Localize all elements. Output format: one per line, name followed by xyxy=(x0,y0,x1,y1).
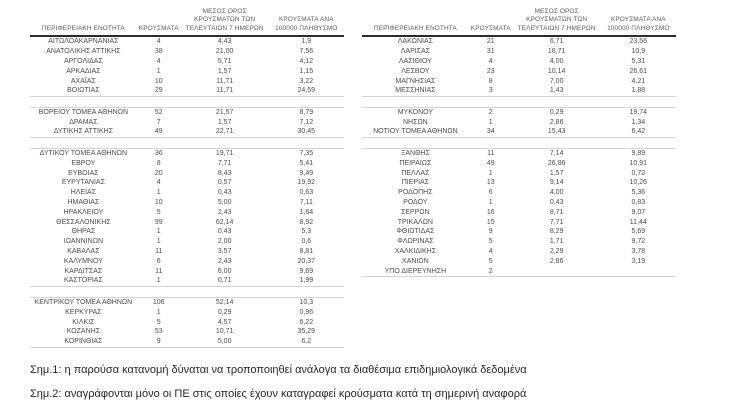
table-row xyxy=(30,208,344,218)
per100k-cell: 35,29 xyxy=(297,328,316,336)
table-row xyxy=(362,127,676,137)
per100k-cell: 9,72 xyxy=(631,238,646,246)
cases-cell: 4 xyxy=(156,57,161,65)
avg7-cell: 22,71 xyxy=(215,128,234,136)
group-divider-row xyxy=(30,287,344,298)
cases-cell: 15 xyxy=(486,218,495,226)
per100k-cell: 30,45 xyxy=(297,128,316,136)
cases-cell: 9 xyxy=(488,228,493,236)
cases-cell: 13 xyxy=(486,179,495,187)
cases-cell: 11 xyxy=(155,248,163,256)
cases-cell: 4 xyxy=(488,248,493,256)
table-row xyxy=(30,247,344,257)
per100k-cell: 1,9 xyxy=(301,38,312,46)
table-row xyxy=(362,178,676,188)
table-row xyxy=(362,149,676,159)
table-row xyxy=(362,77,676,87)
avg7-cell: 0,71 xyxy=(217,277,232,285)
avg7-cell: 3,57 xyxy=(217,248,232,256)
table-row xyxy=(30,107,344,117)
avg7-cell: 1,43 xyxy=(549,87,564,95)
region-cell: ΧΑΛΚΙΔΙΚΗΣ xyxy=(394,248,437,256)
per100k-cell: 8,79 xyxy=(299,108,314,116)
per100k-cell: 8,81 xyxy=(299,248,314,256)
cases-cell: 29 xyxy=(154,87,163,95)
avg7-cell: 4,00 xyxy=(549,57,564,65)
table-row xyxy=(30,127,344,137)
cases-cell: 106 xyxy=(152,299,165,307)
group-divider xyxy=(30,287,344,298)
table-row xyxy=(362,198,676,208)
table-row xyxy=(30,327,344,337)
cases-cell: 49 xyxy=(486,159,495,167)
tables-container xyxy=(30,8,747,348)
region-cell: ΔΡΑΜΑΣ xyxy=(69,118,98,126)
table-row xyxy=(30,188,344,198)
avg7-cell: 1,71 xyxy=(549,238,564,246)
avg7-cell: 7,71 xyxy=(549,218,564,226)
table-row xyxy=(30,198,344,208)
avg7-cell: 5,00 xyxy=(217,199,232,207)
avg7-cell: 62,14 xyxy=(215,218,234,226)
avg7-cell: 11,71 xyxy=(216,77,234,85)
cases-cell: 16 xyxy=(486,208,495,216)
avg7-cell: 9,14 xyxy=(549,179,564,187)
region-cell: ΑΧΑΪΑΣ xyxy=(70,77,96,85)
cases-cell: 53 xyxy=(154,328,163,336)
cases-cell: 5 xyxy=(488,238,493,246)
region-cell: ΒΟΙΩΤΙΑΣ xyxy=(67,87,100,95)
region-cell: ΛΑΡΙΣΑΣ xyxy=(400,48,431,56)
group-divider xyxy=(30,138,344,149)
table-row xyxy=(30,159,344,169)
region-cell: ΠΕΙΡΑΙΩΣ xyxy=(399,159,432,167)
per100k-cell: 1,34 xyxy=(631,118,646,126)
group-divider xyxy=(362,97,676,108)
region-cell: ΠΕΛΛΑΣ xyxy=(401,169,430,177)
group-divider-row xyxy=(30,138,344,149)
per100k-cell: 1,64 xyxy=(299,208,314,216)
cases-cell: 52 xyxy=(154,108,163,116)
cases-cell: 10 xyxy=(154,199,163,207)
per100k-cell: 11,44 xyxy=(629,218,647,226)
region-cell: ΡΟΔΟΥ xyxy=(403,199,428,207)
per100k-cell: 5,69 xyxy=(631,228,646,236)
per100k-cell: 7,12 xyxy=(299,118,314,126)
avg7-cell: 7,71 xyxy=(217,159,232,167)
cases-column-header: ΚΡΟΥΣΜΑΤΑ xyxy=(469,8,513,36)
table-row xyxy=(30,118,344,128)
cases-cell: 11 xyxy=(155,267,163,275)
per100k-cell: 23,56 xyxy=(629,38,648,46)
group-divider-row xyxy=(30,97,344,108)
per100k-cell: 5,3 xyxy=(301,228,312,236)
region-cell: ΑΡΓΟΛΙΔΑΣ xyxy=(63,57,103,65)
per100k-cell: 9,07 xyxy=(631,208,646,216)
region-cell: ΚΟΖΑΝΗΣ xyxy=(66,328,101,336)
per100k-cell: 4,21 xyxy=(631,77,646,85)
cases-cell: 5 xyxy=(156,318,161,326)
group-divider-row xyxy=(362,97,676,108)
region-cell: ΝΗΣΩΝ xyxy=(403,118,428,126)
per100k-cell: 8,92 xyxy=(299,218,314,226)
region-cell: ΕΥΡΥΤΑΝΙΑΣ xyxy=(61,179,105,187)
region-cell: ΛΑΚΩΝΙΑΣ xyxy=(397,38,433,46)
avg7-cell: 0,43 xyxy=(549,199,564,207)
cases-cell: 11 xyxy=(487,150,495,158)
per100k-cell: 5,36 xyxy=(631,189,646,197)
region-cell: ΚΑΣΤΟΡΙΑΣ xyxy=(63,277,103,285)
region-cell: ΦΛΩΡΙΝΑΣ xyxy=(397,238,434,246)
footnote-2: Σημ.2: αναγράφονται μόνο οι ΠΕ στις οποίες έχουν καταγραφεί κρούσματα κατά τη σημερινή αναφορά xyxy=(30,388,527,401)
table-row xyxy=(30,57,344,67)
cases-cell: 1 xyxy=(156,238,161,246)
per100k-cell: 26,61 xyxy=(629,67,648,75)
avg7-cell: 2,86 xyxy=(549,118,564,126)
table-row xyxy=(30,36,344,47)
region-cell: ΜΥΚΟΝΟΥ xyxy=(397,108,434,116)
cases-cell: 21 xyxy=(486,38,495,46)
per100k-cell: 3,19 xyxy=(631,257,646,265)
avg7-cell: 0,57 xyxy=(217,179,232,187)
per100k-cell: 9,49 xyxy=(299,169,314,177)
table-row xyxy=(362,118,676,128)
per100k-column-header: ΚΡΟΥΣΜΑΤΑ ΑΝΑ 100000 ΠΛΗΘΥΣΜΟ xyxy=(269,8,344,36)
header-row xyxy=(362,8,676,36)
per100k-cell: 24,59 xyxy=(297,87,316,95)
table-body-right xyxy=(362,36,676,277)
cases-cell: 10 xyxy=(154,77,163,85)
table-row xyxy=(362,257,676,267)
per100k-column-header: ΚΡΟΥΣΜΑΤΑ ΑΝΑ 100000 ΠΛΗΘΥΣΜΟ xyxy=(601,8,676,36)
avg7-cell: 0,29 xyxy=(549,108,564,116)
table-row xyxy=(30,257,344,267)
per100k-cell: 3,78 xyxy=(631,248,646,256)
cases-cell: 1 xyxy=(156,228,161,236)
region-cell: ΠΙΕΡΙΑΣ xyxy=(401,179,430,187)
table-row xyxy=(30,237,344,247)
table-row xyxy=(362,47,676,57)
cases-cell: 1 xyxy=(488,199,493,207)
cases-cell: 4 xyxy=(488,57,493,65)
region-cell: ΘΗΡΑΣ xyxy=(71,228,96,236)
cases-cell: 5 xyxy=(156,208,161,216)
region-cell: ΣΕΡΡΩΝ xyxy=(401,208,430,216)
avg7-cell: 10,14 xyxy=(547,67,566,75)
per100k-cell: 7,11 xyxy=(299,199,313,207)
region-cell: ΙΩΑΝΝΙΝΩΝ xyxy=(63,238,103,246)
region-column-header: ΠΕΡΙΦΕΡΕΙΑΚΗ ΕΝΟΤΗΤΑ xyxy=(30,8,137,36)
region-cell: ΡΟΔΟΠΗΣ xyxy=(398,189,433,197)
cases-cell: 1 xyxy=(488,169,493,177)
per100k-cell: 9,89 xyxy=(631,150,646,158)
avg7-cell: 18,71 xyxy=(547,48,566,56)
table-row xyxy=(30,337,344,347)
avg7-cell: 21,57 xyxy=(215,108,234,116)
table-row xyxy=(30,227,344,237)
per100k-cell: 10,9 xyxy=(631,48,646,56)
table-row xyxy=(30,308,344,318)
cases-table-left xyxy=(30,8,344,348)
region-cell: ΜΑΓΝΗΣΙΑΣ xyxy=(395,77,436,85)
cases-table-right xyxy=(362,8,676,277)
per100k-cell: 6,42 xyxy=(631,128,646,136)
avg7-cell: 15,43 xyxy=(547,128,566,136)
region-cell: ΤΡΙΚΑΛΩΝ xyxy=(397,218,433,226)
avg7-cell: 52,14 xyxy=(215,299,234,307)
cases-cell: 1 xyxy=(156,277,161,285)
per100k-cell: 4,12 xyxy=(299,57,314,65)
per100k-cell: 1,88 xyxy=(631,87,646,95)
avg7-cell: 1,57 xyxy=(217,118,232,126)
region-cell: ΥΠΟ ΔΙΕΡΕΥΝΗΣΗ xyxy=(362,267,469,277)
avg7-cell: 5,71 xyxy=(217,57,232,65)
region-cell: ΔΥΤΙΚΗΣ ΑΤΤΙΚΗΣ xyxy=(53,128,114,136)
region-cell: ΚΙΛΚΙΣ xyxy=(72,318,95,326)
avg7-cell: 2,43 xyxy=(217,257,232,265)
avg7-column-header: ΜΕΣΟΣ ΟΡΟΣ ΚΡΟΥΣΜΑΤΩΝ ΤΩΝ ΤΕΛΕΥΤΑΙΩΝ 7 ΗΜΕΡΩΝ xyxy=(513,8,601,36)
cases-cell: 31 xyxy=(486,48,495,56)
region-cell: ΗΡΑΚΛΕΙΟΥ xyxy=(63,208,104,216)
per100k-cell: 7,56 xyxy=(299,48,314,56)
avg7-cell xyxy=(513,267,601,277)
avg7-cell: 5,00 xyxy=(181,337,269,347)
per100k-cell: 9,69 xyxy=(299,267,314,275)
region-cell: ΜΕΣΣΗΝΙΑΣ xyxy=(395,87,436,95)
region-cell: ΞΑΝΘΗΣ xyxy=(400,150,430,158)
per100k-cell: 0,83 xyxy=(631,199,646,207)
cases-cell: 23 xyxy=(486,67,495,75)
region-cell: ΛΑΣΙΘΙΟΥ xyxy=(398,57,432,65)
region-cell: ΒΟΡΕΙΟΥ ΤΟΜΕΑ ΑΘΗΝΩΝ xyxy=(38,108,129,116)
cases-cell: 5 xyxy=(488,257,493,265)
cases-cell: 7 xyxy=(156,118,161,126)
region-cell: ΝΟΤΙΟΥ ΤΟΜΕΑ ΑΘΗΝΩΝ xyxy=(373,128,458,136)
table-row xyxy=(30,149,344,159)
per100k-cell: 6,2 xyxy=(269,337,344,347)
table-row xyxy=(362,237,676,247)
table-row xyxy=(30,267,344,277)
avg7-cell: 7,14 xyxy=(549,150,564,158)
cases-cell: 1 xyxy=(156,308,161,316)
cases-cell: 1 xyxy=(156,67,161,75)
per100k-cell: 5,41 xyxy=(299,159,314,167)
cases-cell: 6 xyxy=(156,257,161,265)
table-row xyxy=(30,298,344,308)
table-row xyxy=(362,247,676,257)
avg7-cell: 2,43 xyxy=(217,208,232,216)
table-row xyxy=(30,276,344,286)
avg7-cell: 19,71 xyxy=(215,150,234,158)
per100k-cell: 7,35 xyxy=(299,150,314,158)
avg7-cell: 7,00 xyxy=(549,77,564,85)
avg7-cell: 2,86 xyxy=(549,257,564,265)
per100k-cell: 1,99 xyxy=(299,277,314,285)
cases-cell: 8 xyxy=(488,77,493,85)
region-cell: ΛΕΣΒΟΥ xyxy=(401,67,430,75)
header-row xyxy=(30,8,344,36)
avg7-cell: 6,00 xyxy=(217,267,232,275)
table-row xyxy=(30,47,344,57)
cases-cell: 1 xyxy=(488,118,493,126)
table-body-left xyxy=(30,36,344,347)
table-row xyxy=(30,318,344,328)
cases-cell: 20 xyxy=(154,169,163,177)
table-row xyxy=(362,208,676,218)
avg7-cell: 4,43 xyxy=(217,38,232,46)
table-row xyxy=(362,67,676,77)
avg7-cell: 6,71 xyxy=(549,38,564,46)
table-row xyxy=(30,178,344,188)
cases-cell: 4 xyxy=(156,179,161,187)
per100k-cell: 0,6 xyxy=(301,238,312,246)
cases-cell: 9 xyxy=(137,337,181,347)
group-divider xyxy=(362,138,676,149)
region-cell: ΚΑΒΑΛΑΣ xyxy=(67,248,100,256)
table-row xyxy=(362,267,676,277)
table-row xyxy=(362,86,676,96)
region-cell: ΑΡΚΑΔΙΑΣ xyxy=(66,67,101,75)
avg7-cell: 8,29 xyxy=(549,228,564,236)
region-cell: ΚΕΡΚΥΡΑΣ xyxy=(65,308,102,316)
per100k-cell: 0,72 xyxy=(631,169,646,177)
region-cell: ΗΛΕΙΑΣ xyxy=(70,189,97,197)
per100k-cell xyxy=(601,267,676,277)
cases-cell: 99 xyxy=(154,218,163,226)
per100k-cell: 1,15 xyxy=(299,67,314,75)
table-row xyxy=(362,159,676,169)
cases-cell: 36 xyxy=(154,150,163,158)
table-row xyxy=(362,227,676,237)
per100k-cell: 10,91 xyxy=(629,159,648,167)
region-cell: ΔΥΤΙΚΟΥ ΤΟΜΕΑ ΑΘΗΝΩΝ xyxy=(39,150,128,158)
cases-column-header: ΚΡΟΥΣΜΑΤΑ xyxy=(137,8,181,36)
cases-cell: 2 xyxy=(469,267,513,277)
avg7-cell: 0,29 xyxy=(217,308,232,316)
cases-cell: 3 xyxy=(488,87,493,95)
region-cell: ΗΜΑΘΙΑΣ xyxy=(67,199,100,207)
region-cell: ΚΑΛΥΜΝΟΥ xyxy=(63,257,103,265)
avg7-cell: 0,43 xyxy=(217,228,232,236)
table-row xyxy=(362,218,676,228)
avg7-cell: 11,71 xyxy=(216,87,234,95)
footnotes xyxy=(30,364,747,401)
per100k-cell: 0,63 xyxy=(299,189,314,197)
per100k-cell: 6,22 xyxy=(299,318,314,326)
cases-cell: 6 xyxy=(488,189,493,197)
table-row xyxy=(362,188,676,198)
avg7-cell: 8,43 xyxy=(217,169,232,177)
table-row xyxy=(30,218,344,228)
avg7-cell: 10,71 xyxy=(215,328,234,336)
region-cell: ΚΟΡΙΝΘΙΑΣ xyxy=(30,337,137,347)
avg7-cell: 4,00 xyxy=(549,189,564,197)
region-cell: ΘΕΣΣΑΛΟΝΙΚΗΣ xyxy=(56,218,111,226)
region-cell: ΚΑΡΔΙΤΣΑΣ xyxy=(64,267,103,275)
avg7-cell: 26,86 xyxy=(547,159,566,167)
table-row xyxy=(30,169,344,179)
group-divider-row xyxy=(362,138,676,149)
table-row xyxy=(362,36,676,47)
table-row xyxy=(30,77,344,87)
cases-cell: 1 xyxy=(156,189,161,197)
avg7-cell: 2,29 xyxy=(549,248,564,256)
table-row xyxy=(362,107,676,117)
region-cell: ΚΕΝΤΡΙΚΟΥ ΤΟΜΕΑ ΑΘΗΝΩΝ xyxy=(34,299,133,307)
table-row xyxy=(30,67,344,77)
cases-cell: 8 xyxy=(156,159,161,167)
group-divider xyxy=(30,97,344,108)
avg7-column-header: ΜΕΣΟΣ ΟΡΟΣ ΚΡΟΥΣΜΑΤΩΝ ΤΩΝ ΤΕΛΕΥΤΑΙΩΝ 7 ΗΜΕΡΩΝ xyxy=(181,8,269,36)
per100k-cell: 19,74 xyxy=(629,108,648,116)
avg7-cell: 4,57 xyxy=(217,318,232,326)
region-cell: ΑΝΑΤΟΛΙΚΗΣ ΑΤΤΙΚΗΣ xyxy=(46,48,121,56)
avg7-cell: 21,00 xyxy=(215,48,234,56)
region-cell: ΦΘΙΩΤΙΔΑΣ xyxy=(396,228,435,236)
avg7-cell: 2,00 xyxy=(217,238,232,246)
region-cell: ΧΑΝΙΩΝ xyxy=(402,257,429,265)
avg7-cell: 8,71 xyxy=(549,208,564,216)
per100k-cell: 10,26 xyxy=(629,179,648,187)
per100k-cell: 10,3 xyxy=(299,299,314,307)
footnote-1: Σημ.1: η παρούσα κατανομή δύναται να τροποποιηθεί ανάλογα τα διαθέσιμα επιδημιολογικά δεδομένα xyxy=(30,364,527,377)
cases-cell: 4 xyxy=(156,38,161,46)
cases-cell: 34 xyxy=(486,128,495,136)
cases-cell: 2 xyxy=(488,108,493,116)
cases-cell: 49 xyxy=(154,128,163,136)
table-row xyxy=(30,86,344,96)
cases-cell: 38 xyxy=(154,48,163,56)
per100k-cell: 20,37 xyxy=(297,257,316,265)
table-header-left xyxy=(30,8,344,36)
region-column-header: ΠΕΡΙΦΕΡΕΙΑΚΗ ΕΝΟΤΗΤΑ xyxy=(362,8,469,36)
region-cell: ΑΙΤΩΛΟΑΚΑΡΝΑΝΙΑΣ xyxy=(48,38,119,46)
avg7-cell: 1,57 xyxy=(217,67,232,75)
per100k-cell: 3,22 xyxy=(299,77,314,85)
region-cell: ΕΥΒΟΙΑΣ xyxy=(68,169,99,177)
table-row xyxy=(362,57,676,67)
table-row xyxy=(362,169,676,179)
per100k-cell: 0,96 xyxy=(299,308,314,316)
region-cell: ΕΒΡΟΥ xyxy=(71,159,96,167)
avg7-cell: 0,43 xyxy=(217,189,232,197)
avg7-cell: 1,57 xyxy=(549,169,564,177)
per100k-cell: 5,31 xyxy=(631,57,646,65)
table-header-right xyxy=(362,8,676,36)
per100k-cell: 19,92 xyxy=(297,179,316,187)
